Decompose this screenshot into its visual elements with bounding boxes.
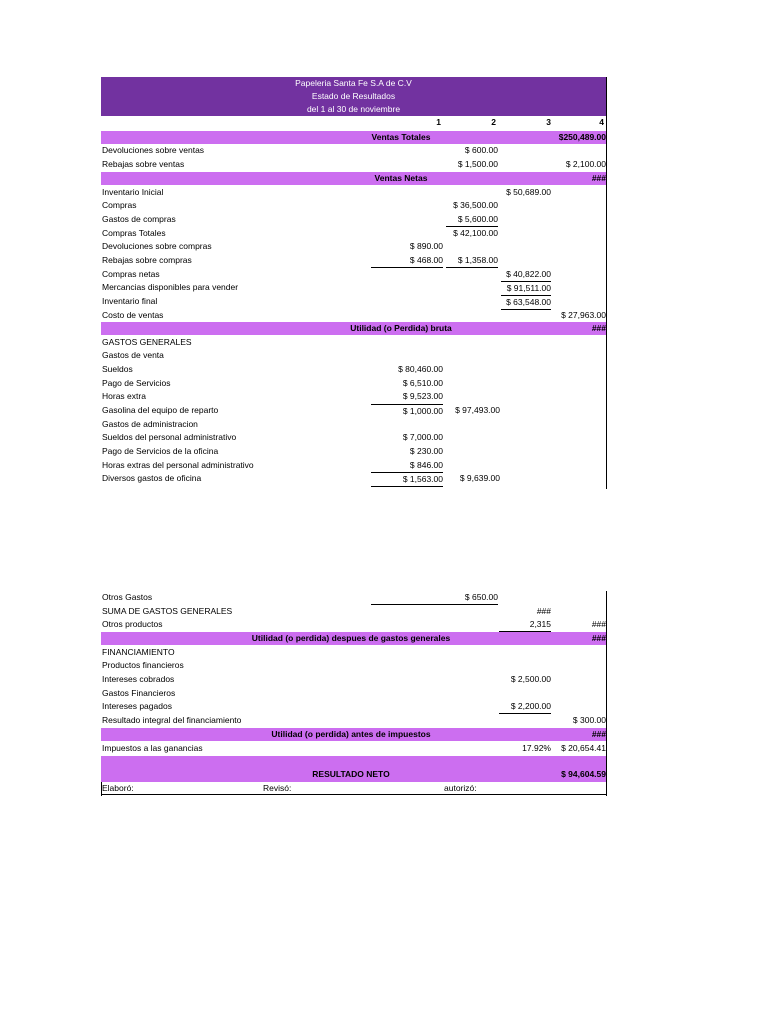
row-label: Diversos gastos de oficina xyxy=(102,473,202,483)
table-row xyxy=(101,472,606,485)
reviso-label: Revisó: xyxy=(263,783,292,793)
col-2-value: $ 9,639.00 xyxy=(459,473,500,483)
title-row xyxy=(101,90,606,103)
table-row xyxy=(101,336,606,349)
table-row xyxy=(101,418,606,431)
band-value: ### xyxy=(591,323,606,333)
table-row xyxy=(101,431,606,444)
row-label: Compras Totales xyxy=(102,228,166,238)
col-3-value: $ 50,689.00 xyxy=(506,187,551,197)
table-row xyxy=(101,295,606,308)
elaboro-label: Elaboró: xyxy=(102,783,134,793)
band-label: RESULTADO NETO xyxy=(312,769,390,779)
col-3-value: $ 40,822.00 xyxy=(506,269,551,279)
band-utilidad-gastos xyxy=(101,632,606,645)
right-border xyxy=(606,77,607,489)
col-2-value: $ 1,500.00 xyxy=(457,159,498,169)
statement-name: Estado de Resultados xyxy=(311,91,396,101)
column-numbers-row xyxy=(101,116,606,130)
period: del 1 al 30 de noviembre xyxy=(306,104,401,114)
band-value: ### xyxy=(591,173,606,183)
table-row xyxy=(101,591,606,604)
row-label: Devoluciones sobre compras xyxy=(102,241,212,251)
table-row xyxy=(101,714,606,727)
table-row xyxy=(101,404,606,417)
row-label: Costo de ventas xyxy=(102,310,164,320)
table-row xyxy=(101,377,606,390)
table-row xyxy=(101,673,606,686)
col-1-value: $ 890.00 xyxy=(409,241,443,251)
col-1-value: $ 80,460.00 xyxy=(398,364,443,374)
col-3-value: $ 2,200.00 xyxy=(499,700,551,714)
col-2-value: $ 36,500.00 xyxy=(453,200,498,210)
col-4-value: $ 2,100.00 xyxy=(565,159,606,169)
table-row xyxy=(101,268,606,281)
col-4-value: $ 27,963.00 xyxy=(561,310,606,320)
row-label: Horas extra xyxy=(102,391,146,401)
row-label: Resultado integral del financiamiento xyxy=(102,715,242,725)
band-value: $250,489.00 xyxy=(558,132,606,142)
col-1-value: $ 1,000.00 xyxy=(371,404,443,418)
table-row xyxy=(101,742,606,755)
table-row xyxy=(101,309,606,322)
band-label: Utilidad (o perdida) antes de impuestos xyxy=(271,729,431,739)
table-row xyxy=(101,605,606,618)
col-1-value: $ 6,510.00 xyxy=(402,378,443,388)
table-row xyxy=(101,213,606,226)
table-row xyxy=(101,349,606,362)
band-resultado-neto xyxy=(101,756,606,782)
table-row xyxy=(101,700,606,713)
row-label: Gastos de compras xyxy=(102,214,176,224)
row-label: Horas extras del personal administrativo xyxy=(102,460,254,470)
band-utilidad-impuestos xyxy=(101,728,606,741)
row-label: Compras netas xyxy=(102,269,160,279)
table-row xyxy=(101,646,606,659)
col-3-value: $ 2,500.00 xyxy=(510,674,551,684)
title-row xyxy=(101,77,606,90)
col-4-header: 4 xyxy=(599,117,604,127)
signature-row xyxy=(101,782,606,795)
table-row xyxy=(101,659,606,672)
band-label: Utilidad (o perdida) despues de gastos generales xyxy=(251,633,451,643)
col-3-value: $ 63,548.00 xyxy=(501,295,551,310)
col-3-value: $ 91,511.00 xyxy=(501,281,551,295)
company-name: Papeleria Santa Fe S.A de C.V xyxy=(295,78,412,88)
title-row xyxy=(101,103,606,116)
row-label: Intereses cobrados xyxy=(102,674,175,684)
col-4-value: ### xyxy=(591,619,606,629)
band-label: Ventas Netas xyxy=(374,173,428,183)
col-1-value: $ 846.00 xyxy=(409,460,443,470)
col-3-value: 17.92% xyxy=(522,743,551,753)
col-2-value: $ 97,493.00 xyxy=(455,405,500,415)
row-label: Intereses pagados xyxy=(102,701,172,711)
row-label: Gastos Financieros xyxy=(102,688,176,698)
col-1-header: 1 xyxy=(436,117,441,127)
row-label: Gasolina del equipo de reparto xyxy=(102,405,219,415)
col-1-value: $ 230.00 xyxy=(409,446,443,456)
row-label: Inventario Inicial xyxy=(102,187,164,197)
col-2-header: 2 xyxy=(491,117,496,127)
table-row xyxy=(101,618,606,631)
table-row xyxy=(101,459,606,472)
band-label: Utilidad (o Perdida) bruta xyxy=(350,323,452,333)
table-row xyxy=(101,687,606,700)
table-row xyxy=(101,227,606,240)
table-row xyxy=(101,445,606,458)
table-row xyxy=(101,186,606,199)
col-1-value: $ 468.00 xyxy=(371,254,443,268)
row-label: FINANCIAMIENTO xyxy=(102,647,175,657)
table-row xyxy=(101,281,606,294)
table-row xyxy=(101,390,606,403)
table-row xyxy=(101,254,606,267)
row-label: Impuestos a las ganancias xyxy=(102,743,203,753)
row-label: Otros productos xyxy=(102,619,163,629)
band-label: Ventas Totales xyxy=(371,132,431,142)
row-label: GASTOS GENERALES xyxy=(102,337,192,347)
row-label: Rebajas sobre ventas xyxy=(102,159,185,169)
row-label: Gastos de venta xyxy=(102,350,164,360)
col-3-value: ### xyxy=(536,606,551,616)
left-border xyxy=(101,782,102,796)
row-label: Inventario final xyxy=(102,296,158,306)
col-1-value: $ 7,000.00 xyxy=(402,432,443,442)
band-utilidad-bruta xyxy=(101,322,606,335)
row-label: SUMA DE GASTOS GENERALES xyxy=(102,606,233,616)
col-3-value: 2,315 xyxy=(499,618,551,632)
row-label: Otros Gastos xyxy=(102,592,153,602)
col-2-value: $ 42,100.00 xyxy=(453,228,498,238)
col-1-value: $ 1,563.00 xyxy=(371,472,443,487)
band-value: $ 94,604.59 xyxy=(561,769,606,779)
col-3-header: 3 xyxy=(546,117,551,127)
table-row xyxy=(101,240,606,253)
band-value: ### xyxy=(591,633,606,643)
col-2-value: $ 1,358.00 xyxy=(446,254,498,268)
autorizo-label: autorizó: xyxy=(444,783,477,793)
col-4-value: $ 300.00 xyxy=(572,715,606,725)
row-label: Sueldos del personal administrativo xyxy=(102,432,237,442)
right-border xyxy=(606,591,607,796)
band-ventas-totales xyxy=(101,131,606,144)
table-row xyxy=(101,363,606,376)
row-label: Pago de Servicios xyxy=(102,378,171,388)
row-label: Compras xyxy=(102,200,137,210)
col-2-value: $ 600.00 xyxy=(464,145,498,155)
col-2-value: $ 5,600.00 xyxy=(446,213,498,227)
row-label: Productos financieros xyxy=(102,660,184,670)
row-label: Sueldos xyxy=(102,364,133,374)
row-label: Mercancias disponibles para vender xyxy=(102,282,239,292)
row-label: Pago de Servicios de la oficina xyxy=(102,446,219,456)
row-label: Rebajas sobre compras xyxy=(102,255,192,265)
table-row xyxy=(101,158,606,171)
row-label: Devoluciones sobre ventas xyxy=(102,145,205,155)
band-ventas-netas xyxy=(101,172,606,185)
row-label: Gastos de administracion xyxy=(102,419,198,429)
band-value: ### xyxy=(591,729,606,739)
col-2-value: $ 650.00 xyxy=(371,591,498,605)
table-row xyxy=(101,144,606,157)
col-1-value: $ 9,523.00 xyxy=(402,391,443,401)
col-4-value: $ 20,654.41 xyxy=(561,743,606,753)
table-row xyxy=(101,199,606,212)
